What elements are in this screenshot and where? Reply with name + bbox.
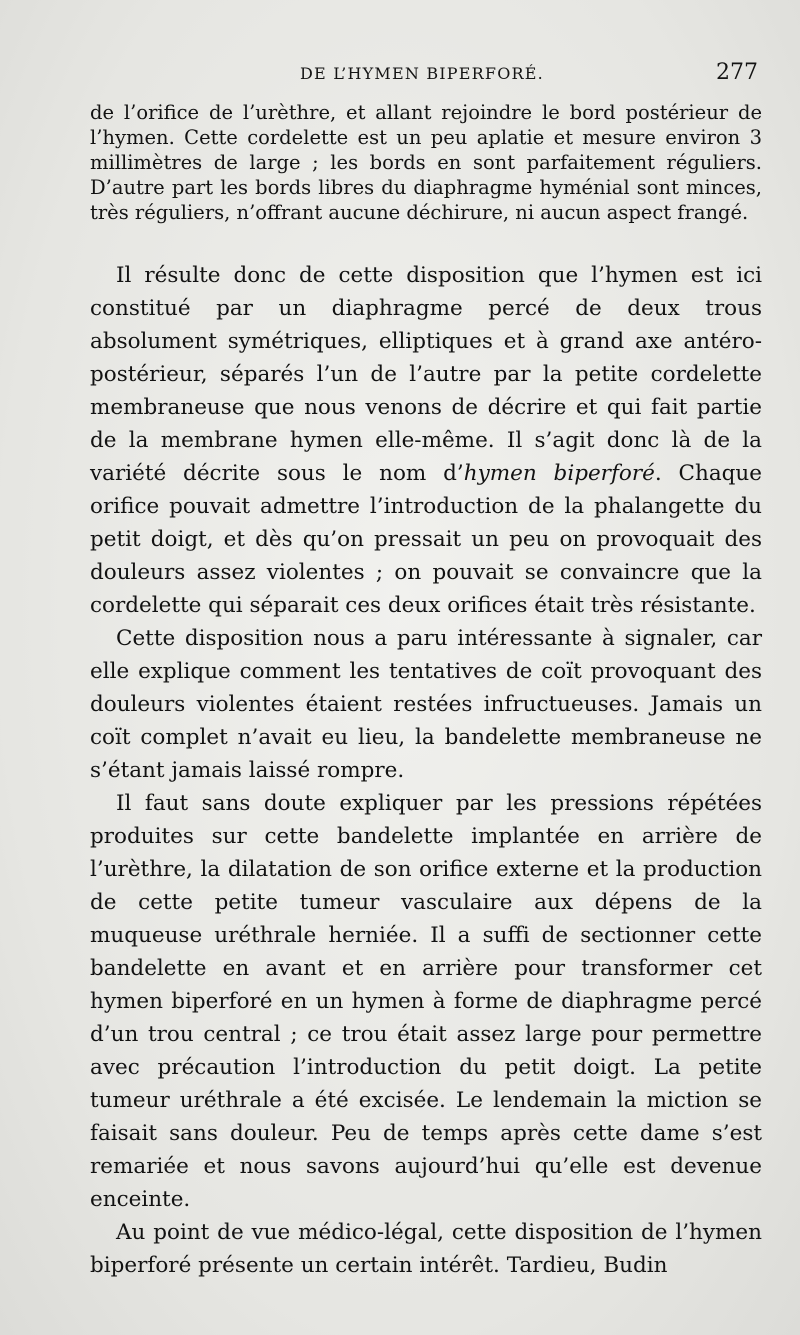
paragraph-conclusion — [90, 259, 762, 622]
paragraph-treatment: Il faut sans doute expliquer par les pressions répétées produites sur cette bandelette implantée en arrière de l’urèthre, la dilatation de son orifice externe et la production de cette petite tumeur vasculaire aux dépens de la muqueuse uréthrale herniée. Il a suffi de sectionner cette bandelette en avant et en arrière pour transformer cet hymen biperforé en un hymen à forme de diaphragme percé d’un trou central ; ce trou était assez large pour permettre avec précaution l’introduction du petit doigt. La petite tumeur uréthrale a été excisée. Le lendemain la miction se faisait sans douleur. Peu de temps après cette dame s’est remariée et nous savons aujourd’hui qu’elle est devenue enceinte. — [90, 791, 762, 1212]
paragraph-observation-end: de l’orifice de l’urèthre, et allant rejoindre le bord postérieur de l’hymen. Cette cordelette est un peu aplatie et mesure environ 3 millimètres de large ; les bords en sont parfaitement réguliers. D’autre part les bords libres du diaphragme hyménial sont minces, très réguliers, n’offrant aucune déchirure, ni aucun aspect frangé. — [90, 101, 762, 224]
running-title: DE L’HYMEN BIPERFORÉ. — [300, 64, 544, 83]
paragraph-interest: Cette disposition nous a paru intéressante à signaler, car elle explique comment les tentatives de coït provoquant des douleurs violentes étaient restées infructueuses. Jamais un coït complet n’avait eu lieu, la bandelette membraneuse ne s’étant jamais laissé rompre. — [90, 626, 762, 783]
paragraph-conclusion-text-start: Il résulte donc de cette disposition que l’hymen est ici constitué par un diaphragme percé de deux trous absolument symétriques, elliptiques et à grand axe antéro-postérieur, séparés l’un de l’autre par la petite cordelette membraneuse que nous venons de décrire et qui fait partie de la membrane hymen elle-même. Il s’agit donc là de la variété décrite sous le nom d’ — [90, 263, 762, 486]
italic-term-hymen-biperfore: hymen biperforé — [463, 461, 655, 486]
body-text — [90, 100, 762, 1282]
paragraph-medico-legal: Au point de vue médico-légal, cette disposition de l’hymen biperforé présente un certain intérêt. Tardieu, Budin — [90, 1220, 762, 1278]
page-number: 277 — [716, 60, 758, 85]
page-header — [90, 62, 762, 90]
paragraph-conclusion-text-end: . Chaque orifice pouvait admettre l’introduction de la phalangette du petit doigt, et dès qu’on pressait un peu on provoquait des douleurs assez violentes ; on pouvait se convaincre que la cordelette qui séparait ces deux orifices était très résistante. — [90, 461, 762, 618]
